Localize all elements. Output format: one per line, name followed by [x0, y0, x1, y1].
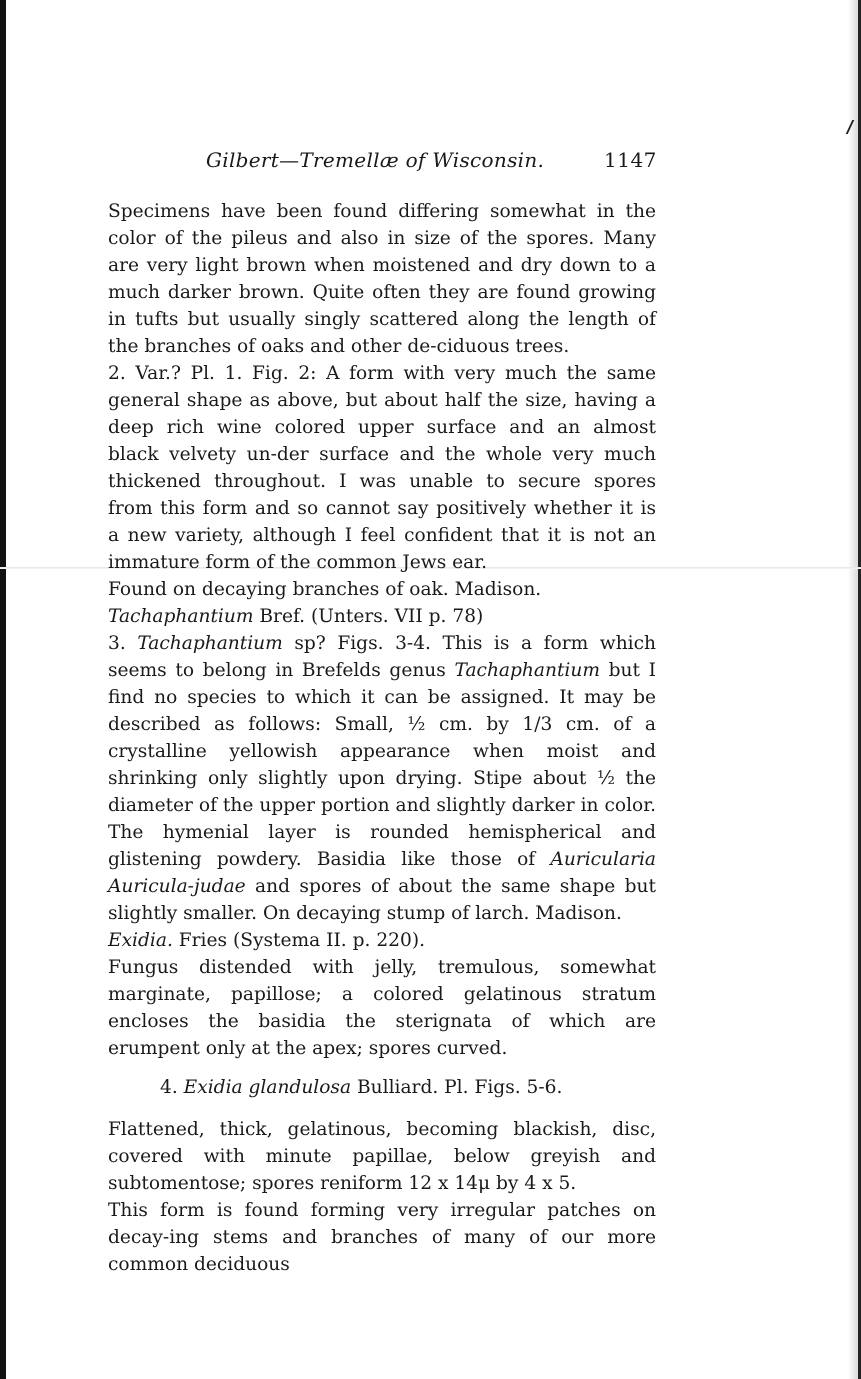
spacer [108, 1062, 656, 1074]
species-name: Exidia glandulosa [183, 1077, 352, 1098]
scan-left-edge [0, 0, 6, 1379]
paragraph-found [108, 576, 656, 603]
paragraph-tachaphantium [108, 630, 656, 927]
genus-name: Tachaphantium [454, 660, 600, 681]
species-citation: Bulliard. Pl. Figs. 5-6. [351, 1077, 563, 1098]
species-heading-exidia-glandulosa [108, 1074, 656, 1101]
paragraph-text: 3. [108, 633, 138, 654]
genus-name: Exidia. [108, 930, 173, 951]
page-header [0, 148, 861, 178]
genus-citation: Bref. (Unters. VII p. 78) [253, 606, 484, 627]
genus-citation: Fries (Systema II. p. 220). [172, 930, 425, 951]
spacer [108, 1101, 656, 1116]
genus-heading-exidia [108, 927, 656, 954]
genus-name: Tachaphantium [137, 633, 283, 654]
species-number: 4. [160, 1077, 184, 1098]
paragraph-text: Specimens have been found differing somewhat in the color of the pileus and also in size of the spores. Many are very light brown when moistened and dry down to a much darker brown. Quite often they are found growing in tufts but usually singly scattered along the length of the branches of oaks and other de-ciduous trees. [108, 201, 656, 357]
page-body [108, 198, 656, 1278]
paragraph-glandulosa-habitat [108, 1197, 656, 1278]
species-name: Auricularia Auricula-judae [108, 849, 656, 897]
page-number: 1147 [604, 148, 657, 172]
paragraph-text: Flattened, thick, gelatinous, becoming blackish, disc, covered with minute papillae, below greyish and subtomentose; spores reniform 12 x 14μ by 4 x 5. [108, 1119, 656, 1194]
paragraph-text: Fungus distended with jelly, tremulous, somewhat marginate, papillose; a colored gelatinous stratum encloses the basidia the sterignata of which are erumpent only at the apex; spores curved. [108, 957, 656, 1059]
paragraph-text: sp? Figs. 3-4. This is a form which seems to belong in Brefelds genus [108, 633, 657, 681]
scan-right-shadow [848, 0, 858, 1379]
paragraph-text: but I find no species to which it can be assigned. It may be described as follows: Small, ½ cm. by 1/3 cm. of a crystalline yellowish appearance when moist and shrinking only slightly upon drying. Stipe about ½ the diameter of the upper portion and slightly darker in color. The hymenial layer is rounded hemispherical and glistening powdery. Basidia like those of [108, 660, 656, 870]
running-title: Gilbert—Tremellæ of Wisconsin. [206, 148, 545, 172]
genus-heading-tachaphantium [108, 603, 656, 630]
paragraph-text: This form is found forming very irregular patches on decay-ing stems and branches of many of our more common deciduous [108, 1200, 656, 1275]
paragraph-specimens [108, 198, 656, 360]
paragraph-glandulosa-description [108, 1116, 656, 1197]
genus-name: Tachaphantium [108, 606, 254, 627]
paragraph-variety [108, 360, 656, 576]
paragraph-text: 2. Var.? Pl. 1. Fig. 2: A form with very much the same general shape as above, but about half the size, having a deep rich wine colored upper surface and an almost black velvety un-der surface and the whole very much thickened throughout. I was unable to secure spores from this form and so cannot say positively whether it is a new variety, although I feel confident that it is not an immature form of the common Jews ear. [108, 363, 656, 573]
paragraph-text: and spores of about the same shape but slightly smaller. On decaying stump of larch. Madison. [108, 876, 656, 924]
paragraph-text: Found on decaying branches of oak. Madison. [108, 579, 542, 600]
paragraph-exidia-description [108, 954, 656, 1062]
